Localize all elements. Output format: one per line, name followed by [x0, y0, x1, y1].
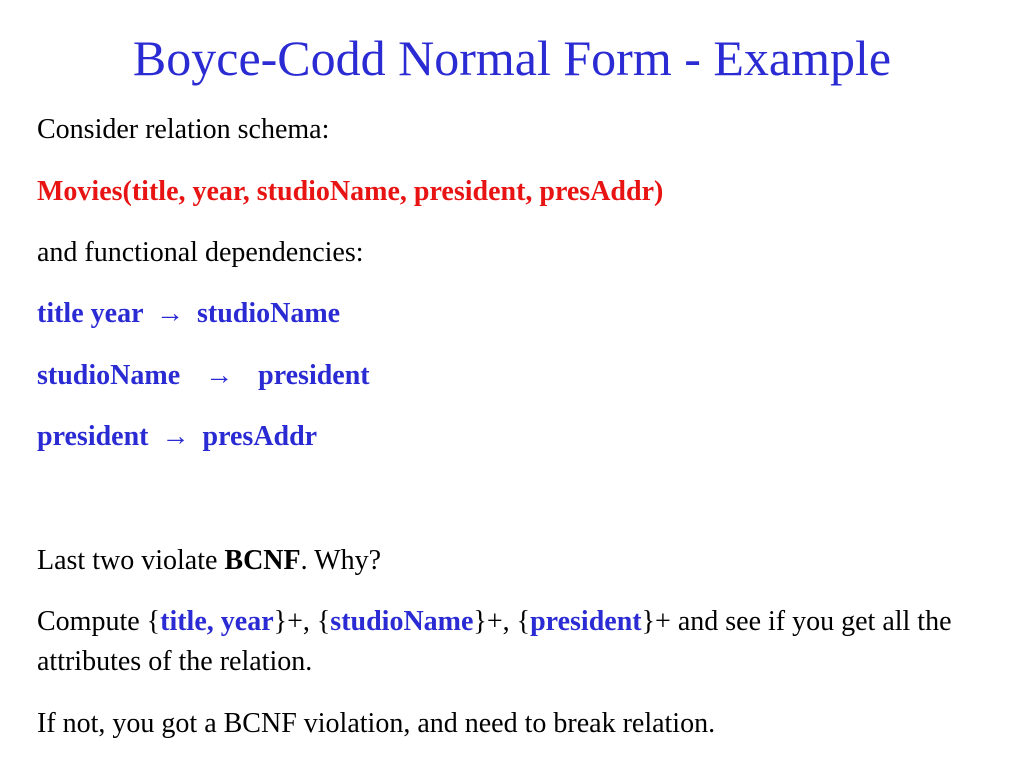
closure-set-title-year: title, year	[160, 606, 274, 637]
closure-set-president: president	[530, 606, 642, 637]
relation-schema: Movies(title, year, studioName, president, presAddr)	[37, 176, 664, 207]
intro-text: Consider relation schema:	[37, 114, 330, 145]
arrow-icon: →	[155, 298, 184, 329]
brace-close-1: }+, {	[273, 606, 331, 637]
compute-text	[37, 602, 987, 682]
bcnf-term: BCNF	[224, 545, 301, 576]
violation-suffix: . Why?	[300, 545, 381, 576]
closure-set-studioname: studioName	[330, 606, 474, 637]
fd-3-rhs: presAddr	[202, 421, 318, 452]
fd-2-rhs: president	[258, 360, 370, 391]
fd-1-lhs: title year	[37, 298, 143, 329]
arrow-icon: →	[161, 421, 190, 452]
slide-title: Boyce-Codd Normal Form - Example	[132, 30, 892, 86]
conclusion-text: If not, you got a BCNF violation, and need to break relation.	[37, 708, 716, 739]
fd-3-lhs: president	[37, 421, 149, 452]
violation-text	[37, 541, 381, 581]
brace-open: {	[146, 606, 161, 637]
brace-close-3: }+	[641, 606, 671, 637]
fd-1	[37, 294, 340, 334]
compute-rest: and see if you get all the attributes of the relation.	[37, 606, 952, 677]
fd-2	[37, 356, 370, 396]
violation-prefix: Last two violate	[37, 545, 225, 576]
brace-close-2: }+, {	[473, 606, 531, 637]
fd-intro-text: and functional dependencies:	[37, 237, 364, 268]
compute-word: Compute	[37, 606, 147, 637]
fd-2-lhs: studioName	[37, 360, 181, 391]
fd-1-rhs: studioName	[196, 298, 341, 329]
arrow-icon: →	[205, 360, 234, 391]
fd-3	[37, 417, 317, 457]
